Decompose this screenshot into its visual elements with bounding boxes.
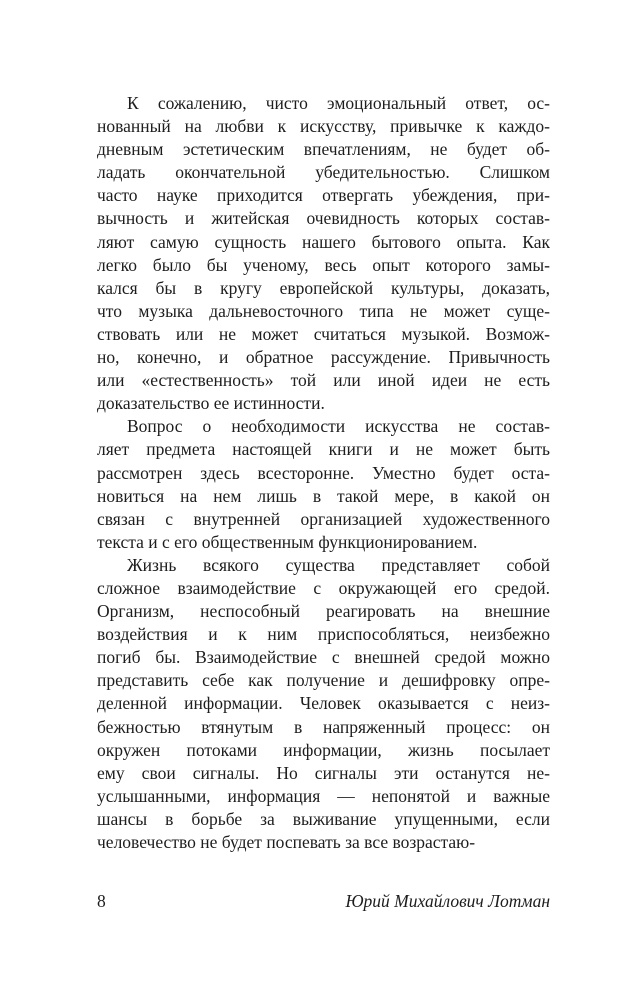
text-line: ему свои сигналы. Но сигналы эти останутся не- — [97, 762, 550, 783]
text-line: деленной информации. Человек оказывается с неиз- — [97, 693, 550, 714]
text-line: текста и с его общественным функционированием. — [97, 531, 478, 552]
page-text — [97, 92, 550, 854]
text-line: сложное взаимодействие с окружающей его средой. — [97, 577, 550, 598]
text-line: окружен потоками информации, жизнь посылает — [97, 739, 550, 760]
page-footer — [97, 890, 550, 913]
text-line: ладать окончательной убедительностью. Слишком — [97, 162, 550, 183]
text-line: вычность и житейская очевидность которых состав- — [97, 208, 550, 229]
text-line: К сожалению, чисто эмоциональный ответ, ос- — [127, 93, 550, 113]
text-line: услышанными, информация — непонятой и важные — [97, 785, 550, 806]
text-line: новиться на нем лишь в такой мере, в какой он — [97, 485, 550, 506]
page-number: 8 — [97, 891, 106, 911]
text-line: легко было бы ученому, весь опыт которого замы- — [97, 254, 550, 275]
text-line: человечество не будет поспевать за все возрастаю- — [97, 832, 476, 852]
text-line: кался бы в кругу европейской культуры, доказать, — [97, 277, 550, 298]
text-line: что музыка дальневосточного типа не может суще- — [97, 300, 550, 321]
footer-author: Юрий Михайлович Лотман — [345, 891, 550, 911]
text-line: ляет предмета настоящей книги и не может быть — [97, 439, 550, 460]
text-line: представить себе как получение и дешифровку опре- — [97, 670, 550, 691]
text-line: доказательство ее истинности. — [97, 393, 325, 414]
text-line: бежностью втянутым в напряженный процесс: он — [97, 716, 550, 737]
text-line: связан с внутренней организацией художественного — [97, 508, 550, 529]
text-line: Вопрос о необходимости искусства не состав- — [127, 416, 550, 437]
text-line: Организм, неспособный реагировать на внешние — [97, 601, 550, 622]
paragraph — [97, 415, 550, 554]
text-line: рассмотрен здесь всесторонне. Уместно будет оста- — [97, 462, 550, 483]
text-line: шансы в борьбе за выживание упущенными, если — [97, 808, 550, 829]
text-line: нованный на любви к искусству, привычке к каждо- — [97, 116, 550, 137]
text-line: часто науке приходится отвергать убеждения, при- — [97, 185, 550, 206]
paragraph — [97, 92, 550, 415]
text-line: дневным эстетическим впечатлениям, не будет об- — [97, 139, 550, 160]
text-line: ствовать или не может считаться музыкой. Возмож- — [97, 323, 550, 344]
paragraph — [97, 554, 550, 854]
text-line: Жизнь всякого существа представляет собой — [127, 554, 550, 575]
text-line: воздействия и к ним приспособляться, неизбежно — [97, 624, 550, 645]
text-line: но, конечно, и обратное рассуждение. Привычность — [97, 347, 550, 368]
text-line: погиб бы. Взаимодействие с внешней средой можно — [97, 647, 550, 668]
text-line: ляют самую сущность нашего бытового опыта. Как — [97, 231, 550, 252]
text-line: или «естественность» той или иной идеи не есть — [97, 370, 550, 391]
